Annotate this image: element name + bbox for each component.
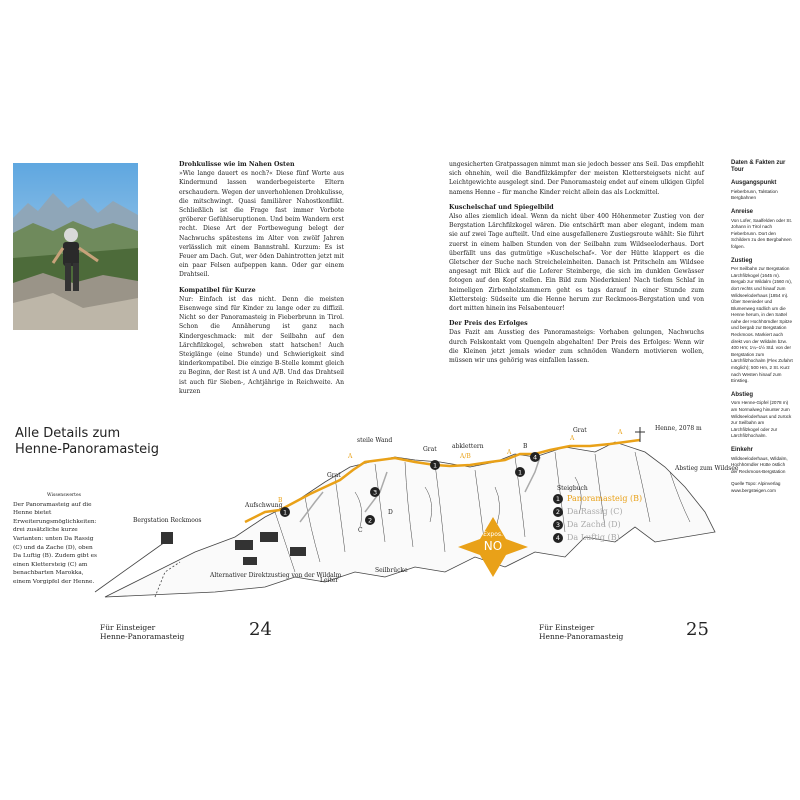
paragraph: Nur: Einfach ist das nicht. Denn die meisten Eisenwege sind für Kinder zu lange oder zu diffizil. Nicht so der Panoramasteig in Fieberbrunn in Tirol. Schon die Annäherung ist ganz nach Kindergeschmack: mit der Seilbahn auf den Lärchfilzkogel, schweben statt hatschen! Auch Steiglänge (eine Stunde) und Schwierigkeit sind kinderkompatibel. Die einzige B-Stelle kommt gleich zu Beginn, der Rest ist A und A/B. Und das Drahtseil ist auch für Sieben-, Achtjährige in Reichweite. An kurzen bbox=[179, 295, 344, 395]
legend-item bbox=[553, 531, 673, 544]
footer-line1: Für Einsteiger bbox=[100, 623, 156, 632]
label-aufschwung: Aufschwung bbox=[245, 502, 283, 509]
section-heading: Kuschelschaf und Spiegelbild bbox=[449, 203, 554, 211]
grade-a: A bbox=[618, 429, 623, 436]
grade-b: B bbox=[278, 497, 283, 504]
fact-heading: Abstieg bbox=[731, 391, 754, 398]
left-footer-label bbox=[100, 623, 184, 641]
legend-label: Da Zache (D) bbox=[567, 520, 621, 529]
paragraph: ungesicherten Gratpassagen nimmt man sie jedoch besser ans Seil. Das empfiehlt sich ohnehin, weil die Bandfilzkämpfer der meisten Klettersteigsets nicht auf Leichtgewichte ausgelegt sind. Der Panoramasteig endet auf einem ulkigen Gipfel namens Henne – für manche Kinder reicht allein das als Lockmittel. bbox=[449, 161, 704, 196]
marker-4 bbox=[530, 452, 540, 462]
section-heading: Der Preis des Erfolges bbox=[449, 320, 528, 328]
label-grat-right: Grat bbox=[573, 427, 587, 434]
paragraph: Also alles ziemlich ideal. Wenn da nicht über 400 Höhenmeter Zustieg von der Bergstation Lärchfilzkogel wären. Die entschärft man aber elegant, indem man sie auf zwei Tage aufteilt. Und eine ausgefallenere Zustiegsroute wählt: Sie führt zuerst in einem halben Stunden von der Seilbahn zum Wildseeloderhaus. Dort überfällt uns das gutmütige »Kuschelschaf«. Vor der Hütte klappert es die Gletscher der Suche nach Streicheleinheiten. Danach ist Pritscheln am Wildsee angesagt mit Blick auf die Loferer Steinberge, die sich im dunklen Gewässer fotogen auf den Kopf stellen. Ein Bild zum Niederknien! Nach tiefem Schlaf in heimeligen Zirbenholzkammern geht es tags darauf in einer Stunde zum Klettersteig: Südseite um die Henne herum zur Reckmoos-Bergstation und von dort mitten hinein ins Felsabenteuer! bbox=[449, 213, 704, 313]
fact-text: Von Lofer, Saalfelden oder St. Johann in Tirol nach Fieberbrunn. Dort den Schildern zu den Bergbahnen folgen. bbox=[731, 217, 793, 249]
label-steile-wand: steile Wand bbox=[357, 437, 393, 444]
label-henne: Henne, 2078 m bbox=[655, 425, 702, 432]
bergstation-building bbox=[161, 532, 173, 544]
footer-line2: Henne-Panoramasteig bbox=[539, 632, 624, 641]
compass-label: Expos. bbox=[483, 531, 503, 538]
fact-source: Quelle Topo: Alpinverlag www.bergsteigen.com bbox=[731, 481, 781, 493]
grade-a: A bbox=[570, 435, 575, 442]
svg-text:2: 2 bbox=[368, 516, 373, 525]
grade-b2: B bbox=[523, 443, 528, 450]
legend-item bbox=[553, 492, 673, 505]
fact-text: Wildseeloderhaus, Wildalm, Hochhörndler Hütte östlich der Reckmoos-Bergstation bbox=[731, 455, 788, 474]
facts-title: Daten & Fakten zur Tour bbox=[731, 160, 786, 173]
legend-label: Da Rassig (C) bbox=[567, 507, 623, 516]
fact-heading: Ausgangspunkt bbox=[731, 180, 777, 187]
fact-text: Fieberbrunn, Talstation Bergbahnen bbox=[731, 188, 778, 201]
legend-item bbox=[553, 518, 673, 531]
svg-text:4: 4 bbox=[533, 453, 538, 462]
svg-text:1: 1 bbox=[433, 461, 438, 470]
svg-text:3: 3 bbox=[373, 488, 378, 497]
left-page-number: 24 bbox=[249, 619, 272, 640]
left-text-column bbox=[179, 160, 344, 402]
svg-text:1: 1 bbox=[283, 508, 288, 517]
marker-1b bbox=[430, 460, 440, 470]
paragraph: »Wie lange dauert es noch?« Diese fünf Worte aus Kindermund lassen wanderbegeisterte Eltern erschaudern. Wegen der unverhohlenen Drohkulisse, die mitschwingt. Quasi familiärer Nahostkonflikt. Schließlich ist die Frage fast immer Vorbote gröberer Gefühlseruptionen. Und beim Wandern erst recht. Diese Art der Fortbewegung belegt der Nachwuchs spätestens im Alter von zwölf Jahren verlässlich mit einem Bannstrahl. Kurzum: Es ist Feuer am Dach. Gut, wer öden Dahintrotten jetzt mit ein paar Felsen aufpeppen kann. Oder gar einem Drahtseil. bbox=[179, 170, 344, 279]
marker-2 bbox=[365, 515, 375, 525]
label-alternativer: Alternativer Direktzustieg von der Wildalm bbox=[210, 572, 342, 579]
route-legend bbox=[553, 492, 673, 544]
right-text-column bbox=[449, 160, 704, 371]
legend-item bbox=[553, 505, 673, 518]
facts-sidebar bbox=[731, 160, 793, 495]
marker-1c bbox=[515, 467, 525, 477]
fact-text: Per Seilbahn zur Bergstation Lärchfilzkogel (1645 m). Bergab zur Wildalm (1560 m), dort rechts und hinauf zum Wildseeloderhaus (1854 m). Über Seenieder und Blumenweg südlich um die Henne herum, in den Sattel nahe der Hochhörndler Spitze und bergab zur Bergstation Reckmoos. Markiert auch direkt von der Wildalm bzw. 400 Hm; 1¼–1½ Std. von der Bergstation zum Lärchfilzhochalm (Flex Zufahrt möglich); 500 Hm, 2 St. Kurz nach Westen hinauf zum Einstieg. bbox=[731, 266, 793, 384]
fact-heading: Anreise bbox=[731, 208, 754, 215]
legend-number: 3 bbox=[553, 520, 563, 530]
label-bergstation: Bergstation Reckmoos bbox=[133, 517, 202, 524]
grade-a: A bbox=[507, 449, 512, 456]
section-heading: Drohkulisse wie im Nahen Osten bbox=[179, 161, 295, 168]
label-steigbuch: Steigbuch bbox=[557, 485, 588, 492]
footer-line1: Für Einsteiger bbox=[539, 623, 595, 632]
section-title-line2: Henne-Panoramasteig bbox=[15, 442, 160, 457]
wissenswertes-box bbox=[13, 492, 101, 587]
footer-line2: Henne-Panoramasteig bbox=[100, 632, 185, 641]
label-leiter: Leiter bbox=[320, 577, 339, 584]
grade-ab: A/B bbox=[460, 453, 471, 460]
label-seilbruecke: Seilbrücke bbox=[375, 567, 408, 574]
wissenswertes-text: Der Panoramasteig auf die Henne bietet Erweiterungsmöglichkeiten: drei zusätzliche kurze Varianten: unten Da Rassig (C) und da Zache (D), oben Da Luftig (B). Zudem gibt es einen Klettersteig (C) am benachbarten Marokka, einem Vorgipfel der Henne. bbox=[13, 501, 97, 585]
fact-text: Vom Henne-Gipfel (2078 m) am Normalweg hinunter zum Wildseeloderhaus und zurück zur Seilbahn am Lärchfilzkogel oder zur Lärchfilzhochalm. bbox=[731, 400, 792, 439]
label-abklettern: abklettern bbox=[452, 443, 484, 450]
grade-a: A bbox=[348, 453, 353, 460]
label-grat-mid: Grat bbox=[423, 446, 437, 453]
right-footer-label bbox=[539, 623, 623, 641]
label-grat-left: Grat bbox=[327, 472, 341, 479]
wissenswertes-label: Wissenswertes bbox=[47, 493, 81, 498]
climber-photo bbox=[13, 163, 138, 330]
grade-d: D bbox=[388, 509, 393, 516]
svg-text:1: 1 bbox=[518, 468, 523, 477]
exposure-compass bbox=[458, 517, 528, 577]
marker-3 bbox=[370, 487, 380, 497]
climber-photo-image bbox=[13, 163, 138, 330]
legend-number: 1 bbox=[553, 494, 563, 504]
right-page-number: 25 bbox=[686, 619, 709, 640]
legend-label: Panoramasteig (B) bbox=[567, 494, 643, 503]
paragraph: Das Fazit am Ausstieg des Panoramasteigs: Vorhaben gelungen, Nachwuchs durch Felskontakt vom Quengeln abgehalten! Der Preis des Erfolges: Wenn wir die Kleinen jetzt jemals wieder zum schnöden Wandern motivieren wollen, müssen wir uns gehörig was einfallen lassen. bbox=[449, 329, 704, 365]
label-abstieg: Abstieg zum Wildsee bbox=[675, 465, 739, 472]
grade-c: C bbox=[358, 527, 363, 534]
section-title-line1: Alle Details zum bbox=[15, 426, 121, 441]
section-heading: Kompatibel für Kurze bbox=[179, 286, 256, 294]
compass-value: NO bbox=[483, 539, 503, 553]
fact-heading: Einkehr bbox=[731, 446, 754, 453]
legend-label: Da Luftig (B) bbox=[567, 533, 620, 542]
fact-heading: Zustieg bbox=[731, 257, 753, 264]
legend-number: 4 bbox=[553, 533, 563, 543]
legend-number: 2 bbox=[553, 507, 563, 517]
